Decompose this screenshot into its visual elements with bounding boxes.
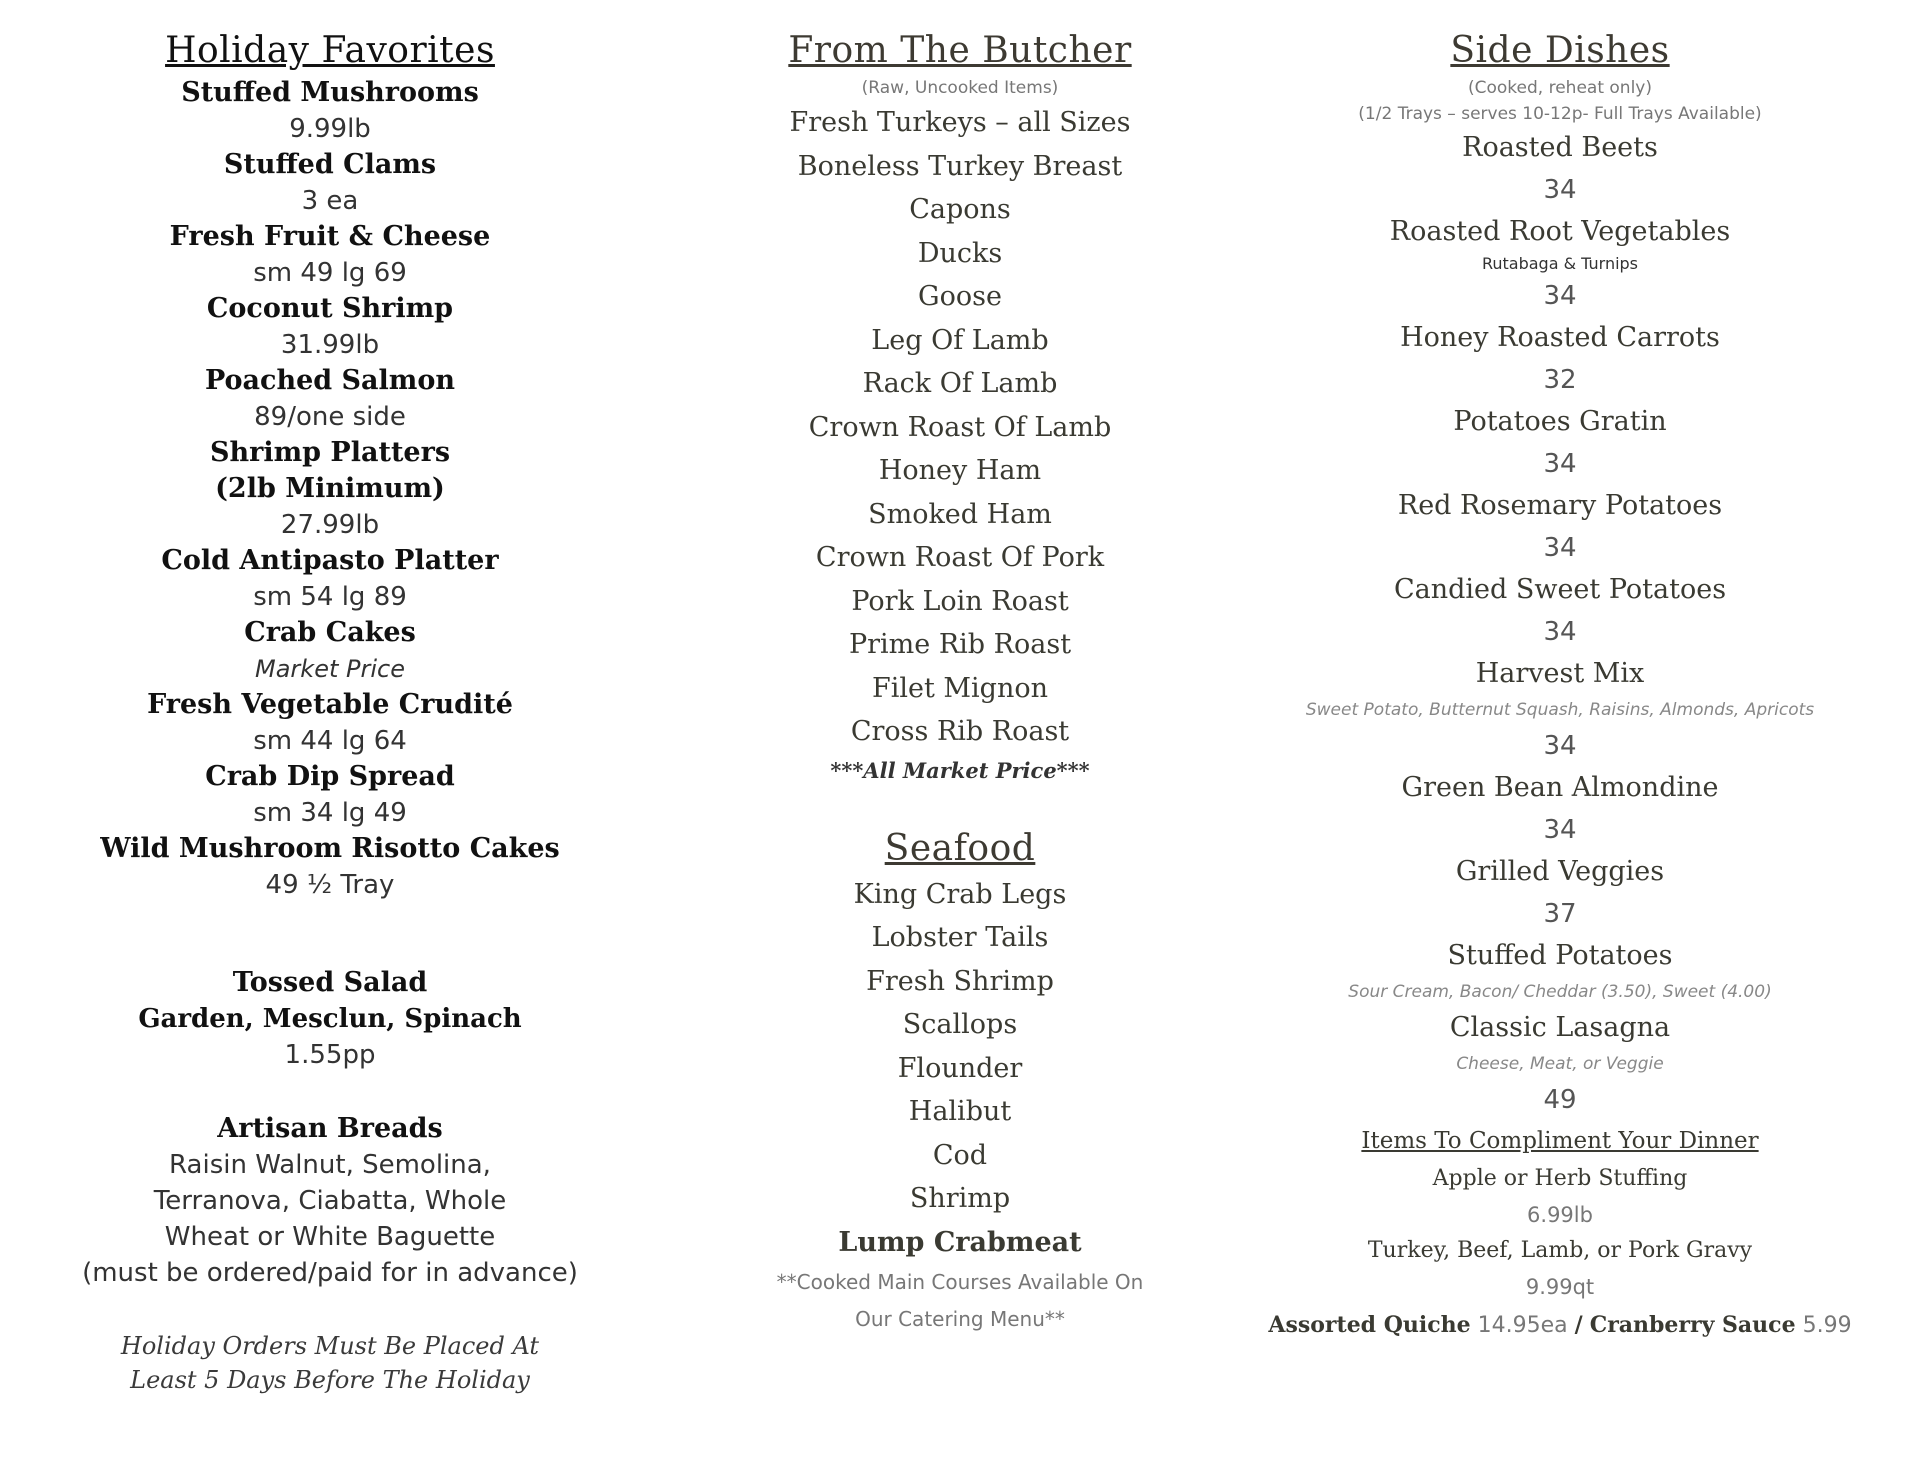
fav-item-name: Fresh Vegetable Crudité [147, 689, 513, 720]
fav-item-name: Crab Dip Spread [205, 761, 455, 792]
fav-item-price: 49 ½ Tray [265, 870, 395, 900]
fav-item-name: Wild Mushroom Risotto Cakes [100, 833, 560, 864]
side-item-price: 34 [1543, 449, 1577, 479]
side-item-name: Green Bean Almondine [1401, 772, 1719, 803]
side-item-detail: Sweet Potato, Butternut Squash, Raisins, Almonds, Apricots [1305, 700, 1815, 720]
seafood-item: Lump Crabmeat [838, 1226, 1082, 1258]
butcher-item: Boneless Turkey Breast [797, 150, 1123, 182]
breads-line: Wheat or White Baguette [164, 1222, 496, 1252]
seafood-item: King Crab Legs [853, 878, 1067, 910]
cranberry-name: Cranberry Sauce [1589, 1312, 1796, 1338]
breads-title: Artisan Breads [217, 1113, 443, 1144]
order-notice: Least 5 Days Before The Holiday [130, 1366, 530, 1394]
butcher-title: From The Butcher [788, 30, 1132, 71]
seafood-item: Halibut [908, 1096, 1012, 1127]
fav-item-name: Fresh Fruit & Cheese [169, 221, 491, 252]
butcher-item: Cross Rib Roast [850, 716, 1070, 747]
fav-item-price: sm 54 lg 89 [253, 582, 407, 612]
fav-item-price: 27.99lb [280, 510, 380, 540]
seafood-item: Scallops [902, 1009, 1018, 1040]
seafood-item: Cod [932, 1139, 988, 1171]
butcher-item: Leg Of Lamb [871, 324, 1049, 356]
holiday-favorites-title: Holiday Favorites [165, 30, 495, 71]
seafood-title: Seafood [884, 827, 1036, 869]
side-item-price: 34 [1543, 731, 1577, 761]
market-price-note: ***All Market Price*** [830, 757, 1090, 783]
seafood-item: Shrimp [909, 1183, 1011, 1214]
complement-item-name: Turkey, Beef, Lamb, or Pork Gravy [1367, 1238, 1753, 1263]
side-item-name: Harvest Mix [1475, 658, 1645, 689]
seafood-item: Flounder [897, 1052, 1023, 1084]
side-item-name: Grilled Veggies [1455, 856, 1665, 887]
butcher-item: Smoked Ham [868, 498, 1052, 530]
fav-item-name: Stuffed Clams [223, 149, 437, 180]
order-notice: Holiday Orders Must Be Placed At [120, 1332, 540, 1360]
fav-item-price: 3 ea [301, 186, 359, 216]
side-item-detail: Sour Cream, Bacon/ Cheddar (3.50), Sweet (4.00) [1348, 982, 1772, 1002]
side-item-price: 49 [1543, 1085, 1577, 1115]
seafood-item: Fresh Shrimp [866, 965, 1054, 997]
separator: / [1574, 1312, 1583, 1338]
breads-line: (must be ordered/paid for in advance) [82, 1258, 578, 1288]
fav-item-price: 31.99lb [280, 330, 380, 360]
fav-item-name: Coconut Shrimp [206, 293, 454, 324]
side-item-name: Roasted Root Vegetables [1389, 216, 1731, 247]
butcher-item: Filet Mignon [871, 672, 1048, 704]
breads-line: Terranova, Ciabatta, Whole [153, 1186, 507, 1216]
side-item-detail: Cheese, Meat, or Veggie [1456, 1054, 1664, 1074]
fav-item-price: sm 49 lg 69 [253, 258, 407, 288]
side-item-price: 34 [1543, 815, 1577, 845]
fav-item-name: Poached Salmon [204, 365, 456, 396]
salad-price: 1.55pp [284, 1040, 376, 1070]
cranberry-price: 5.99 [1802, 1313, 1852, 1338]
butcher-item: Goose [918, 281, 1002, 312]
side-item-name: Roasted Beets [1462, 132, 1658, 163]
sides-note: (1/2 Trays – serves 10-12p- Full Trays Available) [1358, 104, 1762, 124]
butcher-note: (Raw, Uncooked Items) [861, 78, 1059, 98]
fav-item-name: Shrimp Platters [209, 437, 451, 468]
seafood-item: Lobster Tails [871, 922, 1049, 953]
butcher-item: Rack Of Lamb [862, 368, 1058, 399]
butcher-item: Prime Rib Roast [848, 629, 1072, 660]
side-dishes-column [1260, 30, 1860, 1346]
butcher-item: Capons [909, 194, 1011, 225]
side-item-name: Stuffed Potatoes [1447, 940, 1673, 971]
quiche-name: Assorted Quiche [1268, 1312, 1471, 1338]
holiday-favorites-column [60, 30, 600, 1397]
side-item-price: 34 [1543, 533, 1577, 563]
seafood-footnote: **Cooked Main Courses Available On [776, 1270, 1144, 1294]
side-item-name: Candied Sweet Potatoes [1393, 574, 1727, 605]
side-item-name: Red Rosemary Potatoes [1397, 490, 1723, 521]
butcher-seafood-column [690, 30, 1230, 1338]
butcher-item: Ducks [917, 237, 1003, 269]
side-item-sub: Rutabaga & Turnips [1481, 254, 1639, 273]
fav-item-name: Cold Antipasto Platter [161, 545, 499, 576]
quiche-price: 14.95ea [1477, 1313, 1568, 1338]
butcher-item: Pork Loin Roast [851, 585, 1069, 617]
side-item-price: 37 [1543, 899, 1577, 929]
side-item-name: Potatoes Gratin [1453, 406, 1667, 437]
fav-item-name-note: (2lb Minimum) [215, 473, 445, 504]
fav-item-price: 9.99lb [289, 114, 371, 144]
seafood-footnote: Our Catering Menu** [855, 1307, 1065, 1331]
butcher-item: Crown Roast Of Pork [815, 542, 1105, 573]
fav-item-price: Market Price [255, 655, 405, 683]
fav-item-name: Crab Cakes [244, 617, 416, 648]
salad-title: Tossed Salad [232, 967, 428, 998]
complement-title: Items To Compliment Your Dinner [1361, 1128, 1759, 1154]
fav-item-price: sm 44 lg 64 [253, 726, 407, 756]
complement-item-price: 9.99qt [1525, 1275, 1595, 1299]
sides-note: (Cooked, reheat only) [1468, 78, 1652, 98]
breads-line: Raisin Walnut, Semolina, [169, 1150, 491, 1180]
side-dishes-title: Side Dishes [1450, 30, 1670, 71]
complement-item-price: 6.99lb [1527, 1203, 1593, 1227]
side-item-price: 34 [1543, 175, 1577, 205]
fav-item-price: sm 34 lg 49 [253, 798, 407, 828]
complement-item-name: Apple or Herb Stuffing [1432, 1166, 1688, 1191]
fav-item-name: Stuffed Mushrooms [181, 77, 479, 108]
butcher-item: Honey Ham [878, 455, 1042, 486]
side-item-price: 32 [1543, 365, 1577, 395]
fav-item-price: 89/one side [254, 402, 406, 432]
side-item-name: Honey Roasted Carrots [1400, 322, 1720, 353]
butcher-item: Crown Roast Of Lamb [808, 411, 1112, 443]
side-item-price: 34 [1543, 281, 1577, 311]
side-item-price: 34 [1543, 617, 1577, 647]
butcher-item: Fresh Turkeys – all Sizes [789, 107, 1131, 138]
quiche-cranberry-line [1268, 1305, 1851, 1346]
salad-types: Garden, Mesclun, Spinach [138, 1004, 522, 1034]
side-item-name: Classic Lasagna [1449, 1012, 1671, 1043]
